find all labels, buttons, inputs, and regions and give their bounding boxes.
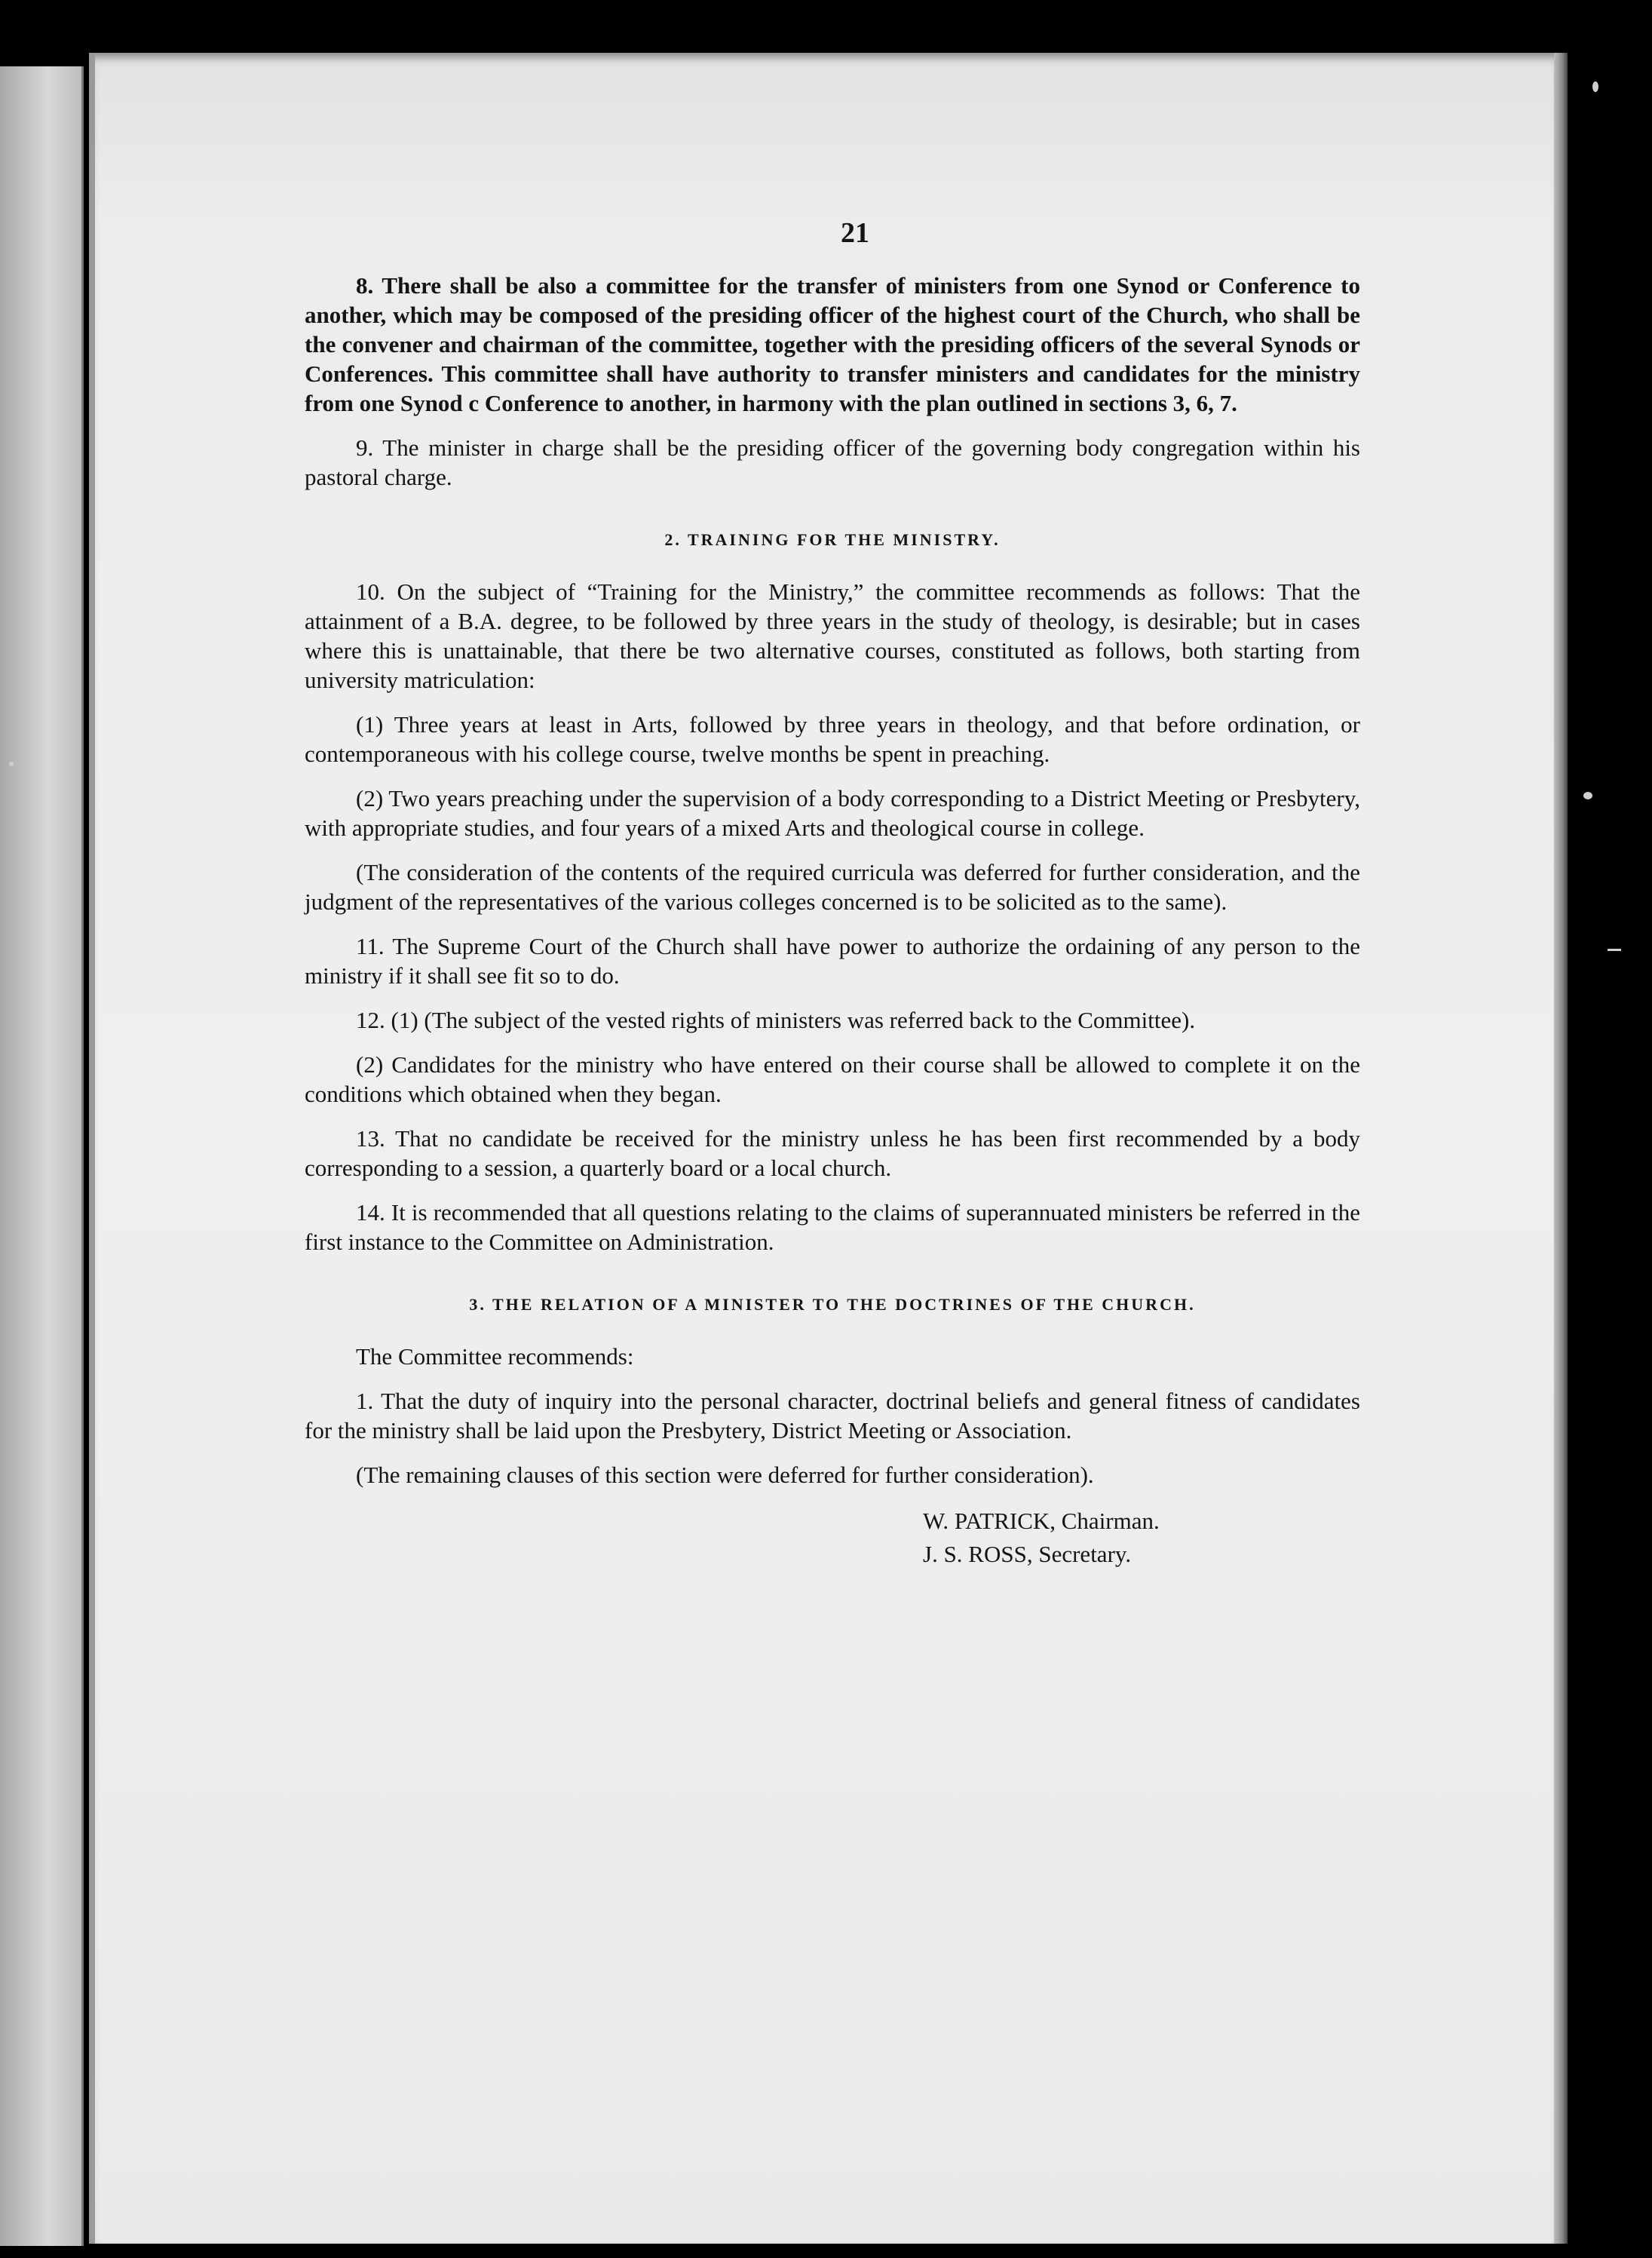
paragraph-10-option-1: (1) Three years at least in Arts, followed by three years in theology, and that before ordination, or contemporaneous with his college course, twelve months be spent in preaching. — [305, 711, 1360, 767]
paragraph-curricula-note: (The consideration of the contents of the required curricula was deferred for further consideration, and the judgment of the representatives of the various colleges concerned is to be solicited as to the same). — [305, 859, 1360, 915]
page-number: 21 — [841, 217, 869, 249]
document-text — [305, 219, 1360, 1571]
paragraph-12-1: 12. (1) (The subject of the vested rights of ministers was referred back to the Committee). — [356, 1007, 1196, 1033]
signature-block — [305, 1505, 1360, 1571]
paragraph-9: 9. The minister in charge shall be the presiding officer of the governing body congregation within his pastoral charge. — [305, 434, 1360, 490]
scan-speck — [9, 762, 14, 766]
page-edge-shadow — [1554, 53, 1568, 2244]
scan-speck — [1583, 792, 1592, 799]
secretary-signature: J. S. ROSS, Secretary. — [923, 1541, 1132, 1567]
paragraph-11: 11. The Supreme Court of the Church shall have power to authorize the ordaining of any person to the ministry if it shall see fit so to do. — [305, 933, 1360, 989]
scan-speck — [1608, 949, 1621, 951]
paragraph-14: 14. It is recommended that all questions relating to the claims of superannuated ministers be referred in the first instance to the Committee on Administration. — [305, 1199, 1360, 1255]
left-page-edge — [0, 66, 84, 2246]
section-heading-doctrines: 3. THE RELATION OF A MINISTER TO THE DOCTRINES OF THE CHURCH. — [469, 1295, 1196, 1314]
paragraph-10-option-2: (2) Two years preaching under the supervision of a body corresponding to a District Meeting or Presbytery, with appropriate studies, and four years of a mixed Arts and theological course in college. — [305, 785, 1360, 841]
chairman-signature: W. PATRICK, Chairman. — [923, 1508, 1160, 1534]
paragraph-doctrine-1: 1. That the duty of inquiry into the personal character, doctrinal beliefs and general fitness of candidates for the ministry shall be laid upon the Presbytery, District Meeting or Association. — [305, 1388, 1360, 1443]
scan-speck — [1592, 81, 1598, 92]
paragraph-8: 8. There shall be also a committee for the transfer of ministers from one Synod or Conference to another, which may be composed of the presiding officer of the highest court of the Church, who shall be the convener and chairman of the committee, together with the presiding officers of the several Synods or Conferences. This committee shall have authority to transfer ministers and candidates for the ministry from one Synod c Conference to another, in harmony with the plan outlined in sections 3, 6, 7. — [305, 272, 1360, 416]
paragraph-12-2: (2) Candidates for the ministry who have entered on their course shall be allowed to complete it on the conditions which obtained when they began. — [305, 1051, 1360, 1107]
paragraph-deferred-note: (The remaining clauses of this section were deferred for further consideration). — [356, 1462, 1094, 1488]
committee-recommends: The Committee recommends: — [356, 1343, 634, 1370]
paragraph-10: 10. On the subject of “Training for the Ministry,” the committee recommends as follows: That the attainment of a B.A. degree, to be followed by three years in the study of theology, is desirable; but in cases where this is unattainable, that there be two alternative courses, constituted as follows, both starting from university matriculation: — [305, 578, 1360, 693]
section-heading-training: 2. TRAINING FOR THE MINISTRY. — [664, 530, 1001, 549]
paragraph-13: 13. That no candidate be received for the ministry unless he has been first recommended by a body corresponding to a session, a quarterly board or a local church. — [305, 1125, 1360, 1181]
